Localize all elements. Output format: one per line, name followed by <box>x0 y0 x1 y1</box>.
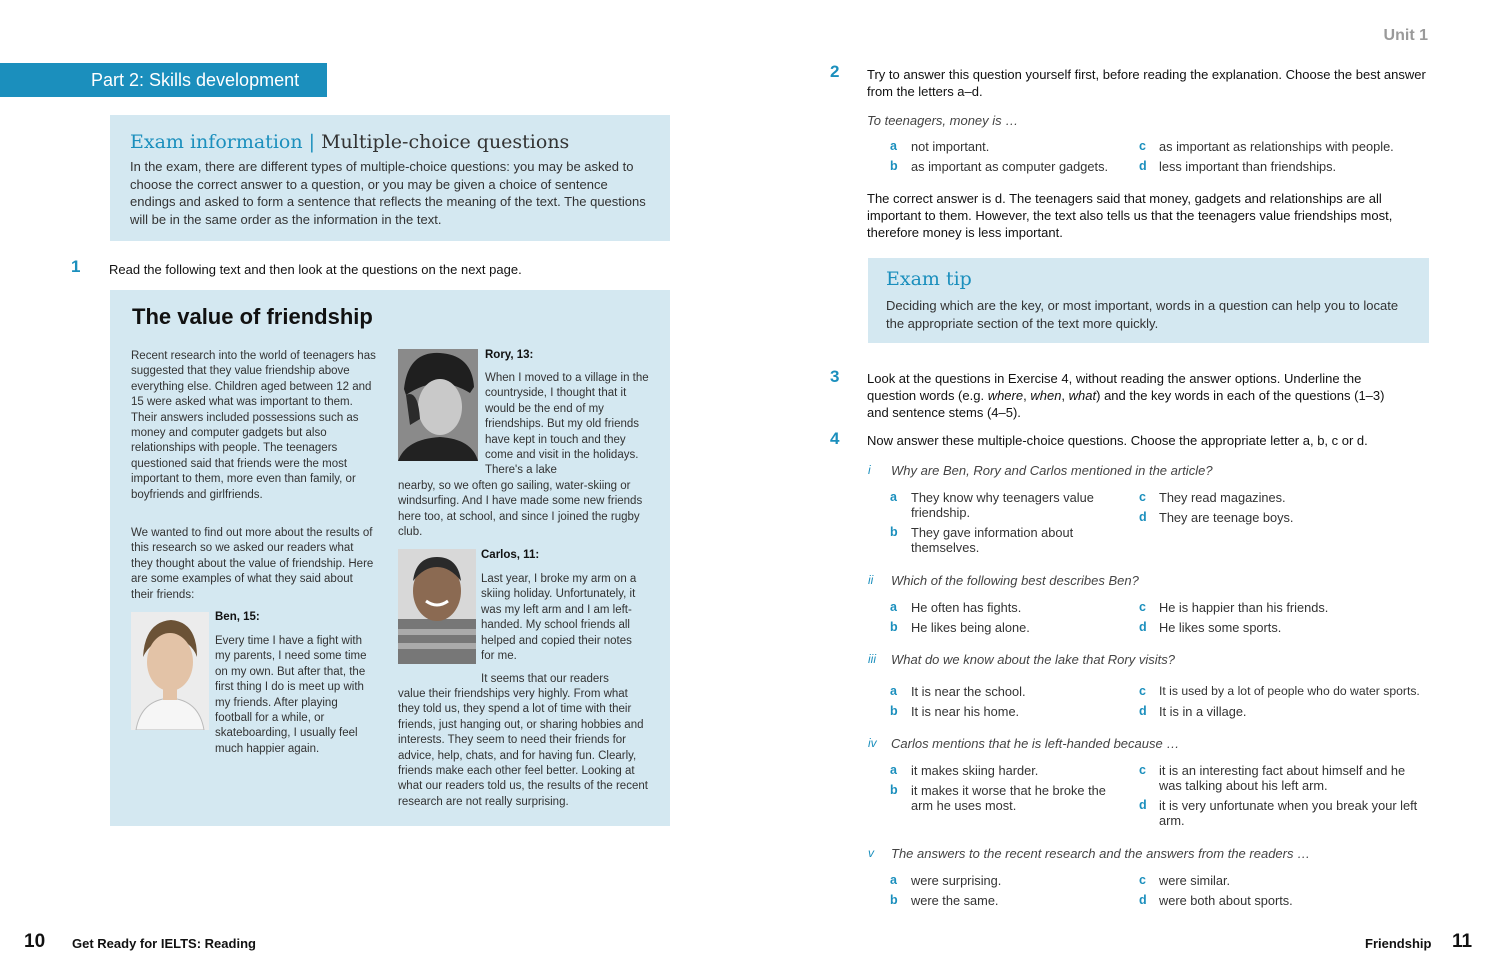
exam-tip-heading: Exam tip <box>886 268 972 290</box>
exercise-2-option-c[interactable]: as important as relationships with people. <box>1159 139 1394 154</box>
question-iv-option-a[interactable]: it makes skiing harder. <box>911 763 1039 778</box>
exercise-2-option-d[interactable]: less important than friendships. <box>1159 159 1337 174</box>
question-i-option-d[interactable]: They are teenage boys. <box>1159 510 1294 525</box>
question-iii-option-c[interactable]: It is used by a lot of people who do water sports. <box>1159 684 1420 698</box>
question-v-option-c[interactable]: were similar. <box>1159 873 1231 888</box>
right-footer-title: Friendship <box>1365 936 1432 951</box>
exercise-2-instruction: Try to answer this question yourself first, before reading the explanation. Choose the best answer from the letters a–d. <box>867 67 1426 99</box>
exam-info-title: Exam information <box>130 131 303 153</box>
article-title: The value of friendship <box>132 304 373 329</box>
question-iv-option-d[interactable]: it is very unfortunate when you break your left arm. <box>1159 798 1418 828</box>
option-letter: c <box>1139 139 1146 153</box>
exercise-3-number: 3 <box>830 367 840 386</box>
question-v-option-a[interactable]: were surprising. <box>911 873 1002 888</box>
left-footer-title: Get Ready for IELTS: Reading <box>72 936 256 951</box>
question-iv-stem: Carlos mentions that he is left-handed because … <box>891 736 1180 751</box>
exercise-3-instruction <box>867 370 1432 421</box>
article-intro-paragraph-1: Recent research into the world of teenagers has suggested that they value friendship above everything else. Children aged between 12 and 15 were asked what was important to them. Their answers included possessions such as money and computer gadgets but also relationships with people. The teenagers questioned said that friends were the most important to them, more even than family, or boyfriends and girlfriends. <box>131 350 376 501</box>
option-letter: d <box>1139 159 1147 173</box>
option-letter: c <box>1139 684 1146 698</box>
exam-info-body: In the exam, there are different types of multiple-choice questions: you may be asked to choose the correct answer to a question, or you may be given a choice of sentence endings and asked to form a sentence that reflects the meaning of the text. The questions will be in the same order as the information in the text. <box>130 159 646 227</box>
question-iii-option-a[interactable]: It is near the school. <box>911 684 1026 699</box>
ben-photo <box>131 612 209 730</box>
option-letter: b <box>890 704 898 718</box>
question-ii-option-b[interactable]: He likes being alone. <box>911 620 1030 635</box>
option-letter: a <box>890 684 897 698</box>
exam-info-subtitle: Multiple-choice questions <box>321 131 570 153</box>
question-ii-option-d[interactable]: He likes some sports. <box>1159 620 1282 635</box>
option-letter: a <box>890 490 897 504</box>
rory-photo <box>398 349 478 461</box>
question-numeral: iii <box>868 652 876 666</box>
exercise-4-number: 4 <box>830 429 840 448</box>
option-letter: a <box>890 139 897 153</box>
exercise-2-number: 2 <box>830 62 840 81</box>
carlos-photo <box>398 549 476 664</box>
question-i-option-a[interactable]: They know why teenagers value friendship. <box>911 490 1094 520</box>
exercise-3-line-1: Look at the questions in Exercise 4, without reading the answer options. Underline the <box>867 371 1362 386</box>
option-letter: a <box>890 873 897 887</box>
exercise-2-stem: To teenagers, money is … <box>867 113 1019 128</box>
question-iii-stem: What do we know about the lake that Rory visits? <box>891 652 1175 667</box>
rory-quote-part-2: nearby, so we often go sailing, water-skiing or windsurfing. And I have made some new friends here too, at school, and since I joined the rugby club. <box>398 480 643 539</box>
exam-information-box <box>110 115 670 241</box>
question-iv-option-c[interactable]: it is an interesting fact about himself and he was talking about his left arm. <box>1159 763 1406 793</box>
question-ii-option-c[interactable]: He is happier than his friends. <box>1159 600 1329 615</box>
question-numeral: i <box>868 463 871 477</box>
exercise-4-instruction: Now answer these multiple-choice questions. Choose the appropriate letter a, b, c or d. <box>867 433 1368 448</box>
exam-info-heading <box>130 131 650 153</box>
question-word-where: where <box>987 388 1024 403</box>
question-iii-option-d[interactable]: It is in a village. <box>1159 704 1247 719</box>
text: question words (e.g. <box>867 388 988 403</box>
option-letter: b <box>890 620 898 634</box>
ben-quote: Every time I have a fight with my parents, I need some time on my own. But after that, the first thing I do is meet up with my friends. After playing football for a while, or skateboarding, I usually feel much happier again. <box>215 635 367 755</box>
exercise-3-line-3: and sentence stems (4–5). <box>867 405 1021 420</box>
question-v-stem: The answers to the recent research and the answers from the readers … <box>891 846 1311 861</box>
option-letter: c <box>1139 600 1146 614</box>
question-numeral: v <box>868 846 874 860</box>
question-i-option-b[interactable]: They gave information about themselves. <box>911 525 1074 555</box>
exam-tip-box <box>868 258 1429 343</box>
option-letter: b <box>890 783 898 797</box>
option-letter: b <box>890 159 898 173</box>
option-letter: c <box>1139 873 1146 887</box>
question-iii-option-b[interactable]: It is near his home. <box>911 704 1020 719</box>
rory-portrait-icon <box>398 349 478 461</box>
question-numeral: ii <box>868 573 874 587</box>
question-iv-option-b[interactable]: it makes it worse that he broke the arm he uses most. <box>911 783 1106 813</box>
carlos-quote: Last year, I broke my arm on a skiing holiday. Unfortunately, it was my left arm and I am left-handed. My school friends all helped and copied their notes for me. <box>481 573 637 663</box>
option-letter: b <box>890 525 898 539</box>
question-v-option-d[interactable]: were both about sports. <box>1159 893 1293 908</box>
exam-tip-body: Deciding which are the key, or most important, words in a question can help you to locate the appropriate section of the text more quickly. <box>886 298 1399 331</box>
article-conclusion-part-2: value their friendships very highly. From what they told us, they spend a lot of time with their friends, just hanging out, or sharing hobbies and interests. They seem to need their friends for advice, help, chats, and for having fun. Clearly, friends make each other feel better. Looking at what our readers told us, the results of the recent research are not really surprising. <box>398 688 648 808</box>
option-letter: d <box>1139 510 1147 524</box>
text: , <box>1023 388 1031 403</box>
left-page-number: 10 <box>24 931 46 952</box>
exercise-2-option-b[interactable]: as important as computer gadgets. <box>911 159 1109 174</box>
unit-label: Unit 1 <box>1383 27 1428 44</box>
carlos-portrait-icon <box>398 549 476 664</box>
exercise-3-line-2 <box>867 387 1432 404</box>
part-banner: Part 2: Skills development <box>0 63 327 97</box>
option-letter: a <box>890 600 897 614</box>
question-i-stem: Why are Ben, Rory and Carlos mentioned in the article? <box>891 463 1213 478</box>
rory-quote-part-1: When I moved to a village in the countryside, I thought that it would be the end of my friendships. But my old friends have kept in touch and they come and visit in the holidays. There's a lake <box>485 372 649 477</box>
text: ) and the key words in each of the questions (1–3) <box>1096 388 1385 403</box>
option-letter: c <box>1139 763 1146 777</box>
ben-portrait-icon <box>131 612 209 730</box>
exercise-2-option-a[interactable]: not important. <box>911 139 990 154</box>
carlos-name: Carlos, 11: <box>481 549 540 561</box>
option-letter: d <box>1139 893 1147 907</box>
heading-separator: | <box>308 131 316 153</box>
article-intro-paragraph-2: We wanted to find out more about the results of this research so we asked our readers what they thought about the value of friendship. Here are some examples of what they said about their friends: <box>131 527 374 601</box>
exercise-1-number: 1 <box>71 257 81 276</box>
option-letter: d <box>1139 704 1147 718</box>
question-i-option-c[interactable]: They read magazines. <box>1159 490 1286 505</box>
rory-name: Rory, 13: <box>485 349 534 361</box>
option-letter: a <box>890 763 897 777</box>
option-letter: b <box>890 893 898 907</box>
option-letter: c <box>1139 490 1146 504</box>
question-word-when: when <box>1030 388 1062 403</box>
question-v-option-b[interactable]: were the same. <box>911 893 999 908</box>
question-numeral: iv <box>868 736 877 750</box>
exercise-1-instruction: Read the following text and then look at the questions on the next page. <box>109 262 522 277</box>
option-letter: d <box>1139 620 1147 634</box>
exercise-2-explanation: The correct answer is d. The teenagers said that money, gadgets and relationships are all important to them. However, the text also tells us that the teenagers value friendships most, therefore money is less important. <box>867 191 1393 240</box>
option-letter: d <box>1139 798 1147 812</box>
right-page-number: 11 <box>1452 931 1473 952</box>
article-box <box>110 290 670 826</box>
article-conclusion-part-1: It seems that our readers <box>481 673 609 685</box>
question-ii-stem: Which of the following best describes Ben? <box>891 573 1139 588</box>
text: , <box>1061 388 1069 403</box>
question-ii-option-a[interactable]: He often has fights. <box>911 600 1022 615</box>
question-word-what: what <box>1068 388 1097 403</box>
ben-name: Ben, 15: <box>215 611 260 623</box>
